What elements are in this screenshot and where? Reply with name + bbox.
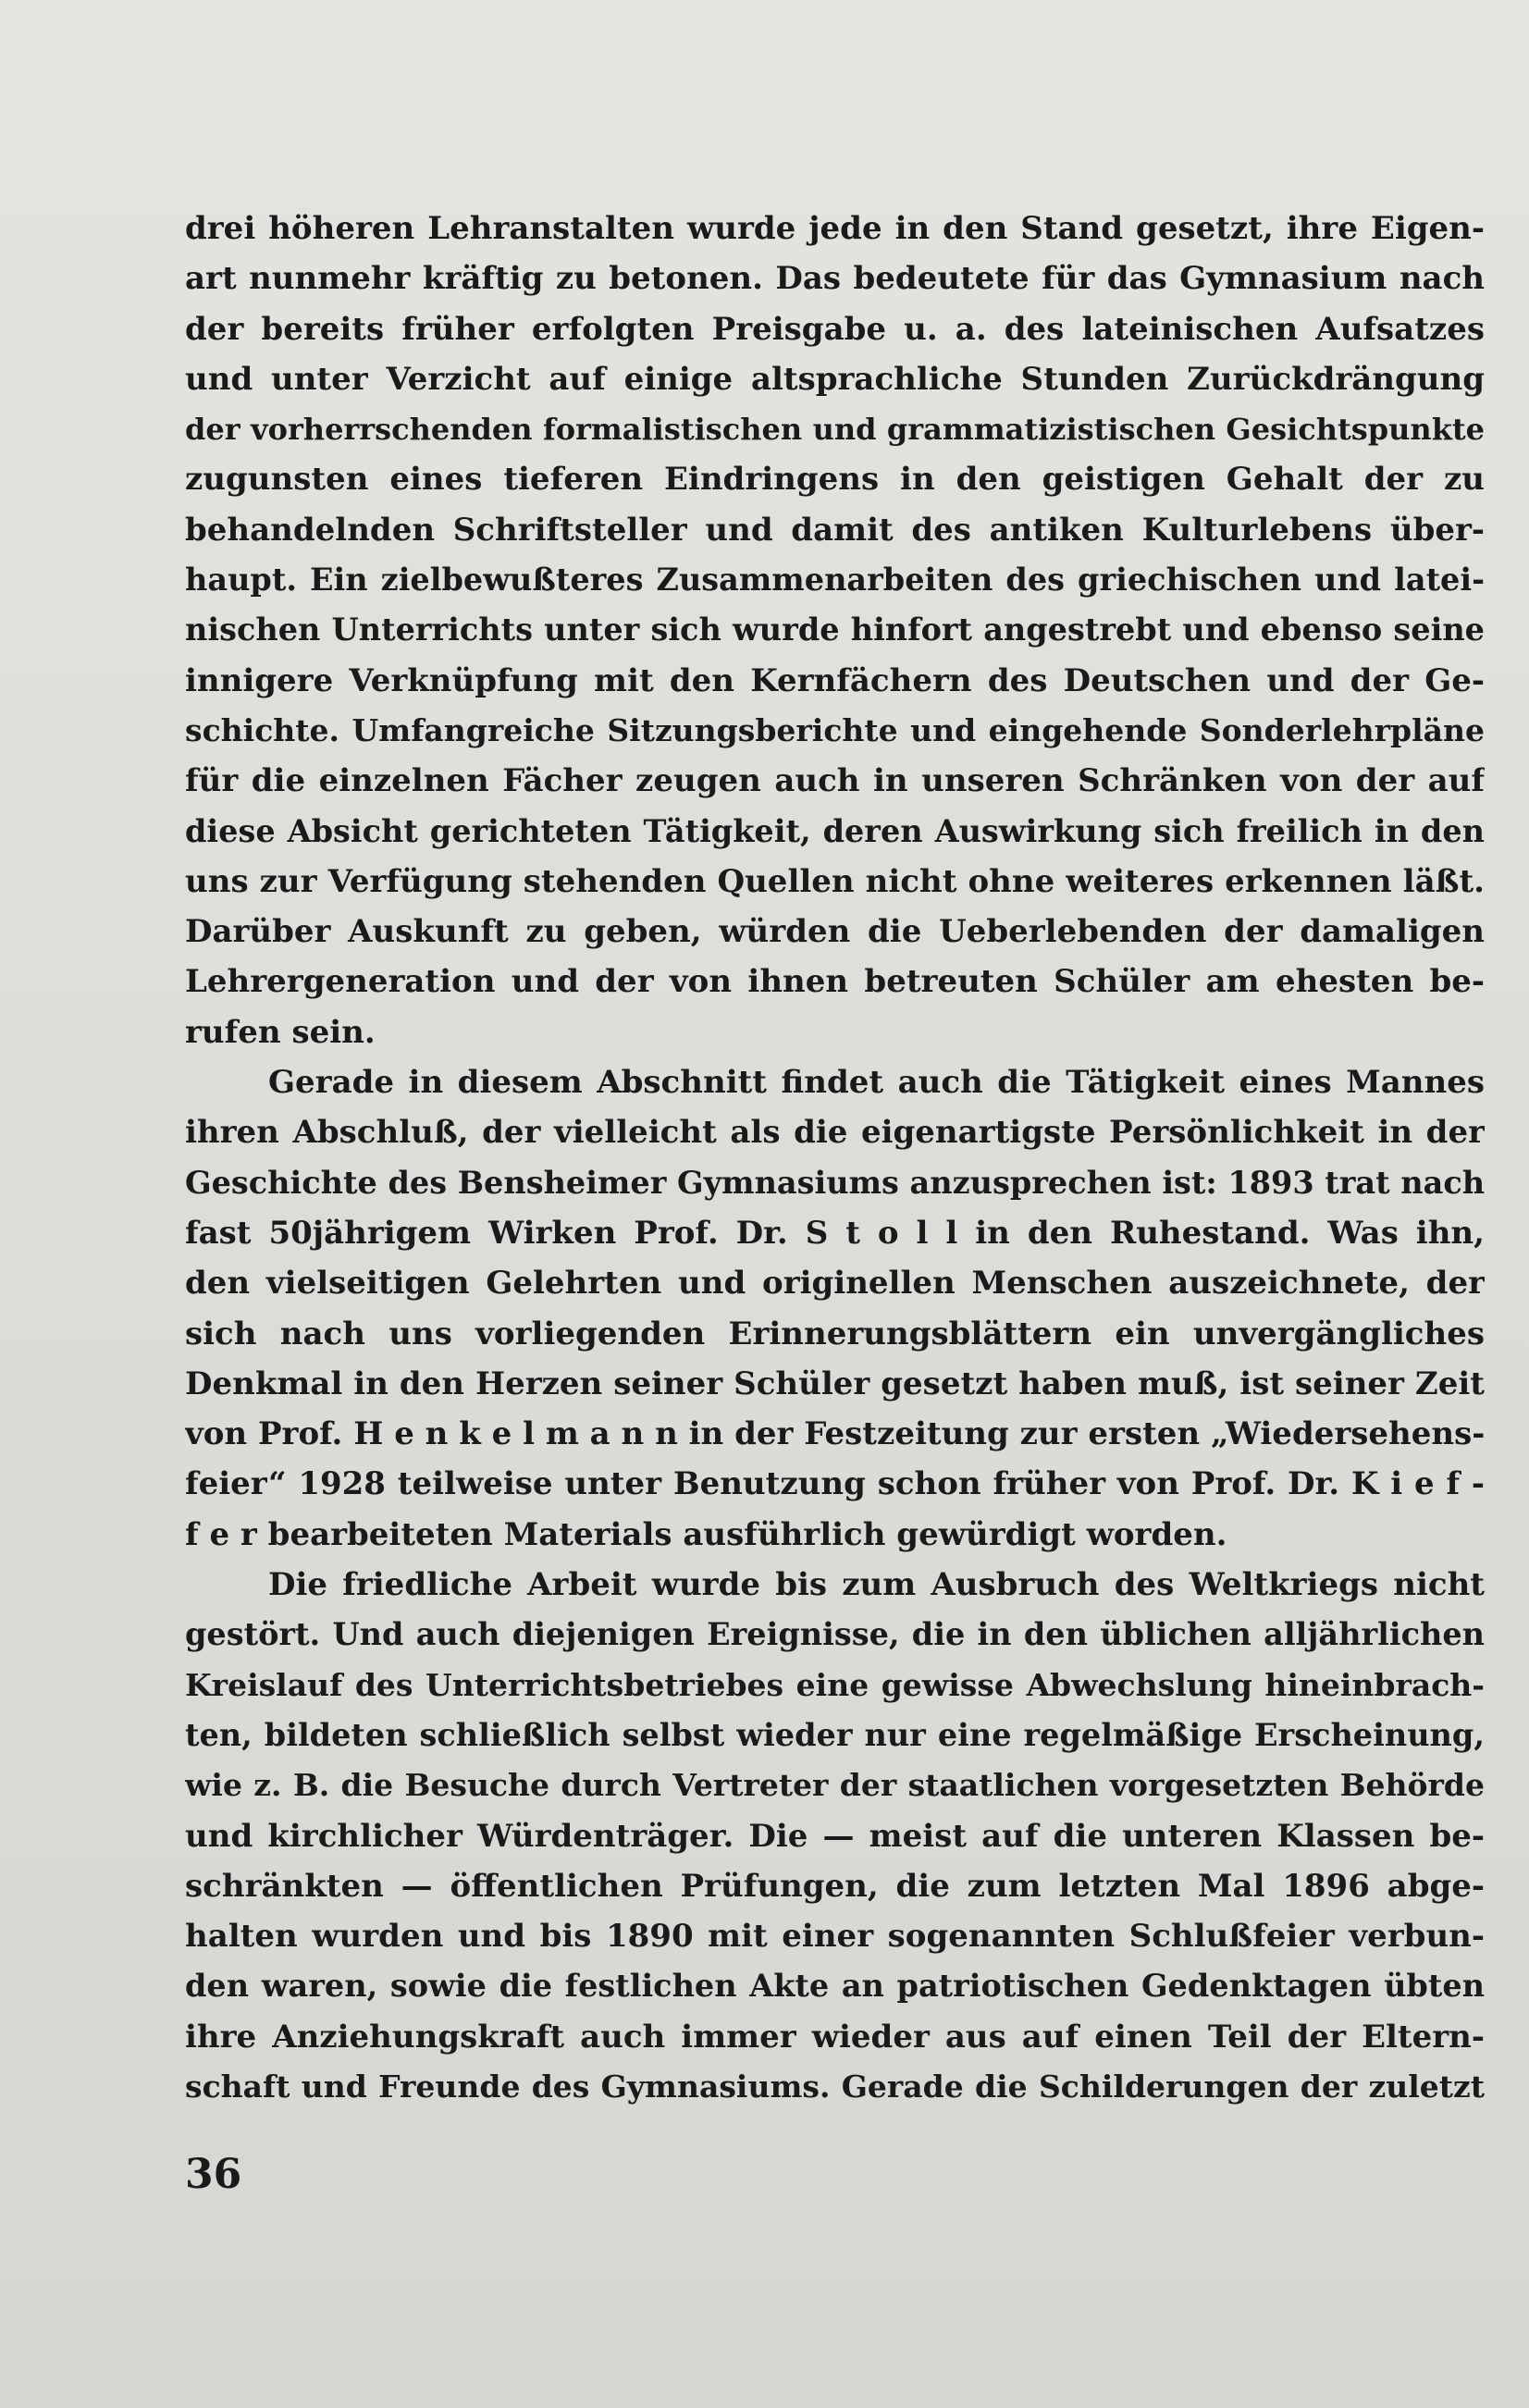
paragraph-3: [185, 1560, 1485, 2112]
page-body-text: [185, 204, 1485, 2112]
text-line: ten, bildeten schließlich selbst wieder nur eine regelmäßige Erscheinung,: [185, 1716, 1485, 1753]
text-line: zugunsten eines tieferen Eindringens in den geistigen Gehalt der zu: [185, 461, 1485, 499]
text-line: sich nach uns vorliegenden Erinnerungsblättern ein unvergängliches: [185, 1315, 1485, 1352]
text-line: rufen sein.: [185, 1013, 376, 1051]
text-line: Die friedliche Arbeit wurde bis zum Ausbruch des Weltkriegs nicht: [268, 1566, 1485, 1604]
text-line: schichte. Umfangreiche Sitzungsberichte und eingehende Sonderlehrpläne: [185, 711, 1485, 748]
text-line: art nunmehr kräftig zu betonen. Das bedeutete für das Gymnasium nach: [185, 260, 1485, 298]
text-line: und kirchlicher Würdenträger. Die — meist auf die unteren Klassen be-: [185, 1817, 1485, 1855]
text-line: von Prof. H e n k e l m a n n in der Festzeitung zur ersten „Wiedersehens-: [185, 1415, 1485, 1453]
text-line: Lehrergeneration und der von ihnen betreuten Schüler am ehesten be-: [185, 963, 1485, 1001]
text-line: feier“ 1928 teilweise unter Benutzung schon früher von Prof. Dr. K i e f -: [185, 1465, 1485, 1503]
text-line: ihren Abschluß, der vielleicht als die eigenartigste Persönlichkeit in der: [185, 1114, 1485, 1152]
text-line: halten wurden und bis 1890 mit einer sogenannten Schlußfeier verbun-: [185, 1918, 1485, 1956]
text-line: schaft und Freunde des Gymnasiums. Gerade die Schilderungen der zuletzt: [185, 2068, 1485, 2105]
text-line: Gerade in diesem Abschnitt findet auch die Tätigkeit eines Mannes: [268, 1064, 1485, 1102]
text-line: behandelnden Schriftsteller und damit des antiken Kulturlebens über-: [185, 511, 1485, 549]
text-line: gestört. Und auch diejenigen Ereignisse, die in den üblichen alljährlichen: [185, 1616, 1485, 1653]
text-line: Darüber Auskunft zu geben, würden die Ueberlebenden der damaligen: [185, 913, 1485, 951]
text-line: und unter Verzicht auf einige altsprachliche Stunden Zurückdrängung: [185, 360, 1485, 398]
page-number: 36: [185, 2151, 242, 2198]
text-line: drei höheren Lehranstalten wurde jede in den Stand gesetzt, ihre Eigen-: [185, 210, 1485, 247]
text-line: der vorherrschenden formalistischen und grammatizistischen Gesichtspunkte: [185, 412, 1485, 448]
text-line: innigere Verknüpfung mit den Kernfächern des Deutschen und der Ge-: [185, 661, 1485, 699]
text-line: uns zur Verfügung stehenden Quellen nicht ohne weiteres erkennen läßt.: [185, 862, 1485, 900]
text-line: wie z. B. die Besuche durch Vertreter der staatlichen vorgesetzten Behörde: [185, 1767, 1485, 1804]
text-line: Denkmal in den Herzen seiner Schüler gesetzt haben muß, ist seiner Zeit: [185, 1365, 1485, 1402]
text-line: Geschichte des Bensheimer Gymnasiums anzusprechen ist: 1893 trat nach: [185, 1164, 1485, 1201]
text-line: Kreislauf des Unterrichtsbetriebes eine gewisse Abwechslung hineinbrach-: [185, 1666, 1485, 1703]
text-line: diese Absicht gerichteten Tätigkeit, deren Auswirkung sich freilich in den: [185, 812, 1485, 849]
text-line: schränkten — öffentlichen Prüfungen, die zum letzten Mal 1896 abge-: [185, 1867, 1485, 1905]
text-line: haupt. Ein zielbewußteres Zusammenarbeiten des griechischen und latei-: [185, 562, 1485, 599]
paragraph-1: [185, 204, 1485, 1057]
text-line: den vielseitigen Gelehrten und originellen Menschen auszeichnete, der: [185, 1265, 1485, 1303]
text-line: f e r bearbeiteten Materials ausführlich gewürdigt worden.: [185, 1515, 1227, 1553]
text-line: den waren, sowie die festlichen Akte an patriotischen Gedenktagen übten: [185, 1968, 1485, 2005]
text-line: nischen Unterrichts unter sich wurde hinfort angestrebt und ebenso seine: [185, 611, 1485, 648]
text-line: fast 50jährigem Wirken Prof. Dr. S t o l l in den Ruhestand. Was ihn,: [185, 1214, 1485, 1252]
text-line: ihre Anziehungskraft auch immer wieder aus auf einen Teil der Eltern-: [185, 2018, 1485, 2056]
text-line: für die einzelnen Fächer zeugen auch in unseren Schränken von der auf: [185, 762, 1485, 800]
text-line: der bereits früher erfolgten Preisgabe u. a. des lateinischen Aufsatzes: [185, 310, 1485, 348]
paragraph-2: [185, 1057, 1485, 1560]
